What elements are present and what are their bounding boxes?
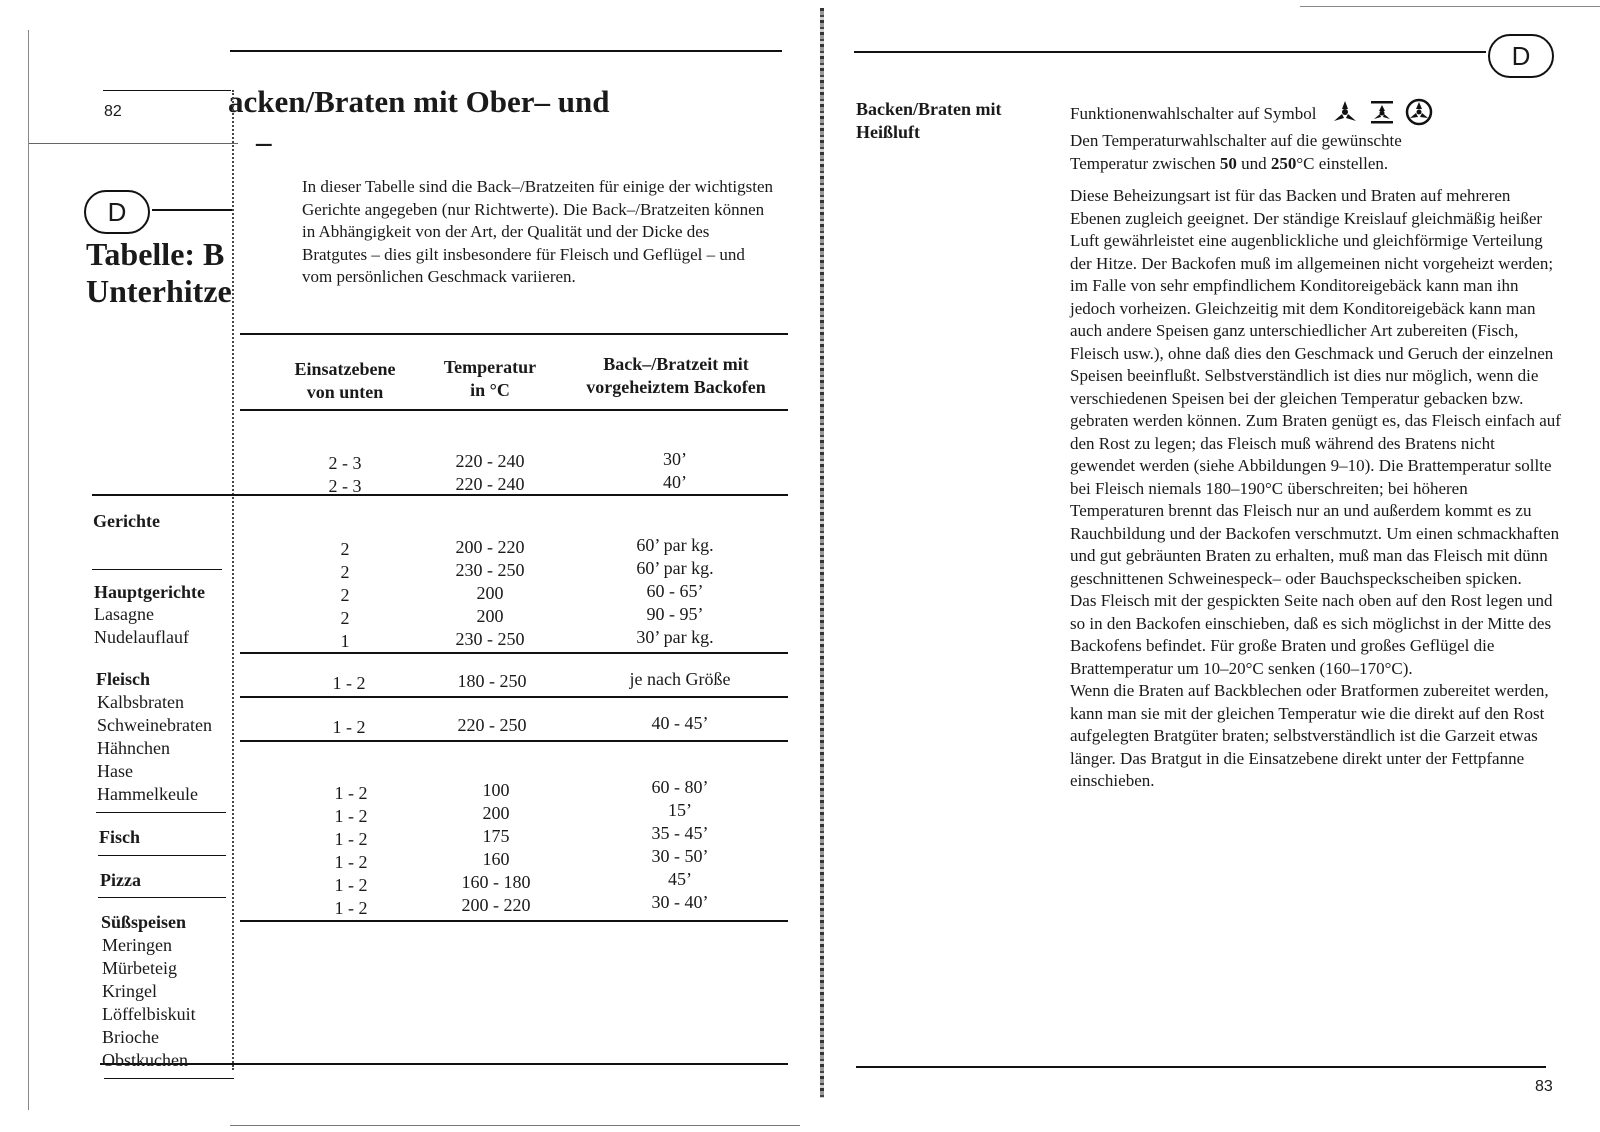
group-fleisch: Fleisch <box>96 669 150 689</box>
dish-brioche: Brioche <box>102 1027 159 1047</box>
row-15-temp: 200 - 220 <box>461 895 531 915</box>
row-9-level: 1 - 2 <box>332 717 366 737</box>
symbol-line <box>1070 98 1433 133</box>
row-9-temp: 220 - 250 <box>457 715 527 735</box>
section-heading <box>856 98 1002 144</box>
group-hauptgerichte: Hauptgerichte <box>94 582 205 602</box>
dish-hase: Hase <box>97 761 133 781</box>
row-1-level: 2 - 3 <box>328 453 362 473</box>
header-time-line1: Back–/Bratzeit mit <box>603 354 749 374</box>
row-10-temp: 100 <box>482 780 510 800</box>
row-7-time: 30’ par kg. <box>636 627 714 647</box>
row-11-level: 1 - 2 <box>334 806 368 826</box>
group-rule-6 <box>96 812 226 813</box>
section-heading-line1: Backen/Braten mit <box>856 99 1002 119</box>
header-time-line2: vorgeheiztem Backofen <box>586 377 766 397</box>
group-rule-2 <box>92 569 222 570</box>
row-2-time: 40’ <box>663 472 687 492</box>
header-time <box>568 353 784 399</box>
row-4-level: 2 <box>340 562 350 582</box>
row-3-time: 60’ par kg. <box>636 535 714 555</box>
row-7-level: 1 <box>340 631 350 651</box>
body-paragraph-1: Diese Beheizungsart ist für das Backen und Braten auf mehreren Ebenen zugleich geeignet. Der ständige Kreislauf gleichmäßig heißer Luft gewährleistet eine augenblickliche und gleichförmige Verteilung der Hitze. Der Backofen muß im allgemeinen nicht vorgeheizt werden; im Falle von sehr empfindlichem Konditoreigebäck kann man ihn jedoch vorheizen. Gleichzeitig mit dem Konditoreigebäck kann man auch andere Speisen ganz unterschiedlicher Art zubereiten (Fisch, Fleisch usw.), ohne daß dies den Geschmack und Geruch der einzelnen Speisen beeinflußt. Selbstverständlich ist dies nur möglich, wenn die verschiedenen Speisen bei der gleichen Temperatur gebacken bzw. gebraten werden können. Zum Braten genügt es, das Fleisch einfach auf den Rost zu legen; das Fleisch muß während des Bratens nicht gewendet werden (siehe Abbildungen 9–10). Die Brattemperatur sollte bei Fleisch niemals 180–190°C überschreiten; bei höheren Temperaturen brennt das Fleisch nur an und außerdem kommt es zu Rauchbildung und der Backofen verschmutzt. Um einen schmackhaften und gut gebräunten Braten zu erhalten, muß man das Fleisch mit dünn geschnittenen Schweinespeck– oder Bauchspeckscheiben spicken. <box>1070 186 1561 588</box>
row-11-time: 15’ <box>668 800 692 820</box>
language-badge-right <box>1488 34 1554 78</box>
language-badge-right-label: D <box>1511 41 1531 71</box>
row-1-temp: 220 - 240 <box>455 451 525 471</box>
row-7-temp: 230 - 250 <box>455 629 525 649</box>
row-10-level: 1 - 2 <box>334 783 368 803</box>
left-margin-rule <box>28 30 29 1110</box>
row-15-time: 30 - 40’ <box>651 892 709 912</box>
row-5-temp: 200 <box>476 583 504 603</box>
intro-paragraph: In dieser Tabelle sind die Back–/Bratzeiten für einige der wichtigsten Gerichte angegeben (nur Richtwerte). Die Back–/Bratzeiten können in Abhängigkeit von der Art, der Qualität und der Dicke des Bratgutes – dies gilt insbesondere für Fleisch und Geflügel – und vom persönlichen Geschmack variieren. <box>302 177 774 286</box>
fan-bottom-heat-icon <box>1369 99 1395 132</box>
dish-muerbeteig: Mürbeteig <box>102 958 177 978</box>
row-14-temp: 160 - 180 <box>461 872 531 892</box>
fan-circle-icon <box>1405 98 1433 133</box>
row-4-temp: 230 - 250 <box>455 560 525 580</box>
temp-and: und <box>1241 153 1267 173</box>
row-13-time: 30 - 50’ <box>651 846 709 866</box>
table-title-line2: Unterhitze <box>86 273 232 309</box>
table-top-rule <box>240 333 788 335</box>
book-spine <box>820 8 824 1098</box>
table-title-line1: Tabelle: B <box>86 236 225 272</box>
language-badge-left <box>84 190 150 234</box>
dish-haehnchen: Hähnchen <box>97 738 170 758</box>
group-rule-4 <box>240 696 788 698</box>
row-14-time: 45’ <box>668 869 692 889</box>
row-6-level: 2 <box>340 608 350 628</box>
top-left-rule <box>103 90 231 91</box>
left-page-bottom-rule <box>230 1125 800 1126</box>
left-page-number: 82 <box>104 103 122 120</box>
row-15-level: 1 - 2 <box>334 898 368 918</box>
dish-kringel: Kringel <box>102 981 157 1001</box>
row-13-level: 1 - 2 <box>334 852 368 872</box>
header-temperature <box>425 356 555 402</box>
gerichte-label: Gerichte <box>93 511 160 531</box>
language-badge-left-label: D <box>107 197 127 227</box>
dish-schweinebraten: Schweinebraten <box>97 715 212 735</box>
dish-kalbsbraten: Kalbsbraten <box>97 692 184 712</box>
row-6-time: 90 - 95’ <box>646 604 704 624</box>
temperature-instruction <box>1070 130 1480 175</box>
row-14-level: 1 - 2 <box>334 875 368 895</box>
overlay-top-rule <box>230 50 782 52</box>
left-bottom-rule <box>104 1078 234 1079</box>
group-suessspeisen: Süßspeisen <box>101 912 187 932</box>
dish-loeffelbiskuit: Löffelbiskuit <box>102 1004 196 1024</box>
body-paragraph-3: Wenn die Braten auf Backblechen oder Bratformen zubereitet werden, kann man sie mit der gleichen Temperatur wie die direkt auf den Rost aufgelegten Bratgüter braten; selbstverständlich ist die Garzeit etwas länger. Das Bratgut in die Einsatzebene direkt unter der Fettpfanne einschieben. <box>1070 681 1549 790</box>
row-13-temp: 160 <box>482 849 510 869</box>
group-rule-7 <box>98 855 226 856</box>
row-10-time: 60 - 80’ <box>651 777 709 797</box>
temp-min: 50 <box>1219 153 1237 173</box>
dish-obstkuchen: Obstkuchen <box>102 1050 188 1070</box>
temp-max: 250 <box>1270 153 1297 173</box>
section-heading-line2: Heißluft <box>856 122 921 142</box>
right-top-edge <box>1300 6 1600 7</box>
row-12-level: 1 - 2 <box>334 829 368 849</box>
fan-top-heat-icon <box>1331 99 1359 132</box>
row-8-level: 1 - 2 <box>332 673 366 693</box>
overlay-title: acken/Braten mit Ober– und <box>228 84 610 119</box>
table-bottom-rule <box>100 1063 788 1065</box>
row-6-temp: 200 <box>476 606 504 626</box>
row-2-temp: 220 - 240 <box>455 474 525 494</box>
table-header-rule <box>240 409 788 411</box>
row-2-level: 2 - 3 <box>328 476 362 496</box>
row-5-time: 60 - 65’ <box>646 581 704 601</box>
body-text <box>1070 185 1562 793</box>
right-page-number: 83 <box>1535 1078 1553 1095</box>
row-3-level: 2 <box>340 539 350 559</box>
row-12-temp: 175 <box>482 826 510 846</box>
symbol-prefix: Funktionenwahlschalter auf Symbol <box>1070 104 1317 124</box>
header-temperature-line2: in °C <box>470 380 510 400</box>
group-rule-8 <box>98 897 226 898</box>
header-temperature-line1: Temperatur <box>443 357 537 377</box>
group-fisch: Fisch <box>99 827 141 847</box>
temp-text-2: °C einstellen. <box>1296 153 1389 173</box>
right-top-rule <box>854 51 1486 53</box>
body-paragraph-2: Das Fleisch mit der gespickten Seite nach oben auf den Rost legen und so in den Backofen einschieben, daß es sich möglichst in der Mitte des Backofens befindet. Für große Braten und großes Geflügel die Brattemperatur um 10–20°C senken (160–170°C). <box>1070 591 1553 678</box>
dish-nudelauflauf: Nudelauflauf <box>94 627 189 647</box>
dish-hammelkeule: Hammelkeule <box>97 784 198 804</box>
dish-lasagne: Lasagne <box>94 604 154 624</box>
left-page-number-rule <box>28 143 238 144</box>
row-8-time: je nach Größe <box>629 669 731 689</box>
row-12-time: 35 - 45’ <box>651 823 709 843</box>
badge-left-rule <box>152 209 232 211</box>
header-level-line1: Einsatzebene <box>294 359 396 379</box>
row-1-time: 30’ <box>663 449 687 469</box>
overlay-title-dash: – <box>256 124 272 159</box>
row-11-temp: 200 <box>482 803 510 823</box>
group-pizza: Pizza <box>100 870 141 890</box>
row-9-time: 40 - 45’ <box>651 713 709 733</box>
group-rule-5 <box>240 740 788 742</box>
header-level-line2: von unten <box>306 382 384 402</box>
row-4-time: 60’ par kg. <box>636 558 714 578</box>
row-5-level: 2 <box>340 585 350 605</box>
temp-text-1: Den Temperaturwahlschalter auf die gewünschte Temperatur zwischen <box>1070 131 1402 173</box>
row-8-temp: 180 - 250 <box>457 671 527 691</box>
overlay-cut-line <box>232 90 234 1070</box>
row-3-temp: 200 - 220 <box>455 537 525 557</box>
header-level <box>280 358 410 404</box>
dish-meringen: Meringen <box>102 935 172 955</box>
group-rule-9 <box>240 920 788 922</box>
right-bottom-rule <box>856 1066 1546 1068</box>
